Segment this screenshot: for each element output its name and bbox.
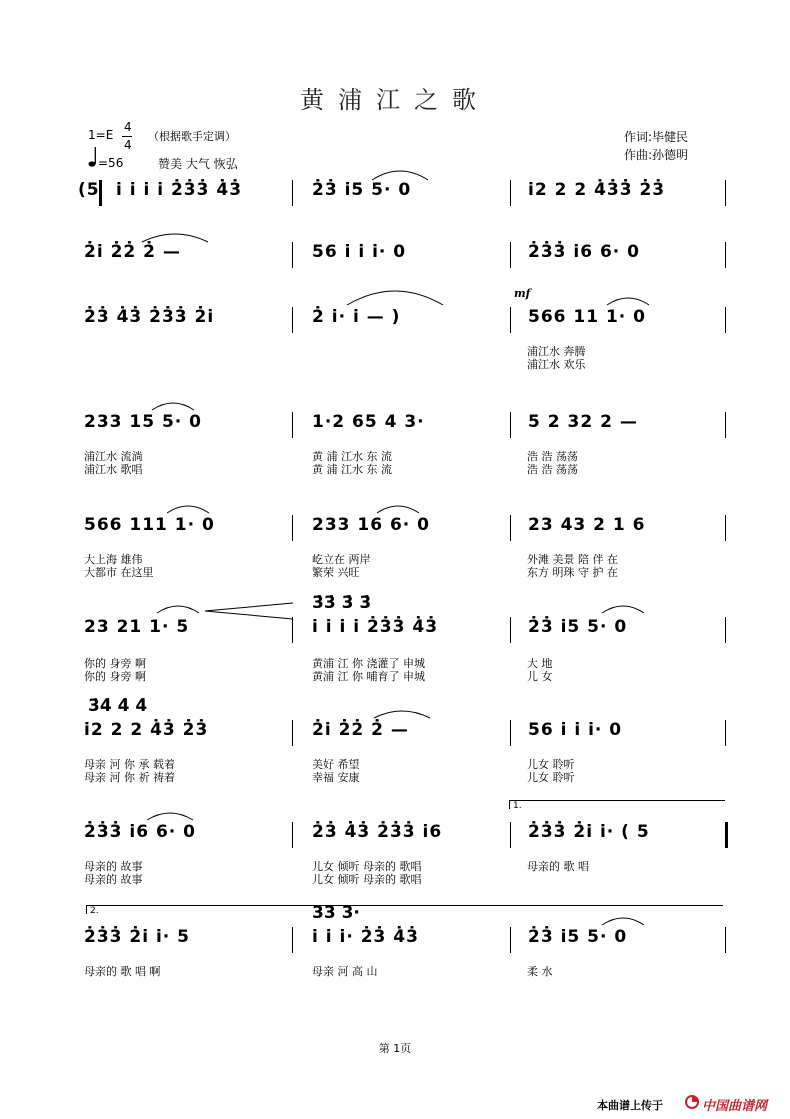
measure: 2̇3̇ i5 5· 0: [528, 617, 628, 637]
harmony-notes: 3̇4̇ 4̇ 4̇: [88, 696, 148, 716]
measure: 566 111 1· 0: [84, 515, 215, 535]
lyric-line: 浦江水 欢乐: [527, 358, 586, 371]
slur: [140, 230, 210, 244]
song-title: 黄浦江之歌: [300, 86, 490, 114]
measure: 2̇3̇ i5 5· 0: [528, 927, 628, 947]
measure: 2̇i 2̇2̇ 2̇ —: [312, 720, 409, 740]
slur: [375, 501, 421, 515]
measure: i2 2 2 4̇3̇3̇ 2̇3̇: [528, 180, 666, 200]
measure: i i i i 2̇3̇3̇ 4̇3̇: [312, 617, 439, 637]
measure: 233 15 5· 0: [84, 412, 203, 432]
barline: [292, 307, 293, 333]
lyric-line: 浦江水 奔腾: [527, 345, 586, 358]
measure: 566 11 1· 0: [528, 307, 647, 327]
measure: 2̇i 2̇2̇ 2̇ —: [84, 242, 181, 262]
lyric-line: 母亲的 歌 唱: [527, 860, 589, 873]
quarter-note-icon: [88, 146, 98, 172]
barline: [292, 927, 293, 953]
measure: i2 2 2 4̇3̇ 2̇3̇: [84, 720, 209, 740]
slur: [155, 601, 201, 615]
barline: [725, 720, 726, 746]
measure: 2̇ i· i — ): [312, 307, 401, 327]
measure: 23 21 1· 5: [84, 617, 190, 637]
barline: [510, 412, 511, 438]
lyric-line: 黄浦 江 你 浇灌了 申城: [312, 657, 425, 670]
lyric-line: 母亲的 故事: [84, 873, 143, 886]
barline: [725, 515, 726, 541]
barline: [292, 515, 293, 541]
expression-marking: 赞美 大气 恢弘: [158, 157, 238, 171]
lyric-line: 黄浦 江 你 哺育了 申城: [312, 670, 425, 683]
slur: [165, 501, 211, 515]
lyric-line: 黄 浦 江水 东 流: [312, 463, 392, 476]
slur: [150, 398, 196, 412]
barline: [292, 412, 293, 438]
barline: [510, 307, 511, 333]
slur: [605, 293, 651, 307]
lyric-line: 母亲 河 你 祈 祷着: [84, 771, 175, 784]
lyric-line: 柔 水: [527, 965, 553, 978]
lyric-line: 母亲 河 高 山: [312, 965, 378, 978]
lyric-line: 儿女 倾听 母亲的 歌唱: [312, 873, 422, 886]
barline: [725, 412, 726, 438]
site-brand[interactable]: 中国曲谱网: [702, 1099, 768, 1114]
lyric-line: 东方 明珠 守 护 在: [527, 566, 618, 579]
lyric-line: 浩 浩 荡荡: [527, 450, 578, 463]
repeat-end-bar: [725, 822, 728, 848]
lyric-line: 你的 身旁 啊: [84, 657, 146, 670]
lyric-line: 儿女 倾听 母亲的 歌唱: [312, 860, 422, 873]
lyric-line: 你的 身旁 啊: [84, 670, 146, 683]
footer-upload-text: 本曲谱上传于: [597, 1099, 663, 1112]
measure: 2̇3̇3̇ i6 6· 0: [528, 242, 641, 262]
barline: [725, 617, 726, 643]
barline: [510, 822, 511, 848]
lyric-line: 浩 浩 荡荡: [527, 463, 578, 476]
lyric-line: 浦江水 流淌: [84, 450, 143, 463]
measure: 5 2 32 2 —: [528, 412, 638, 432]
slur: [370, 166, 430, 182]
measure: 2̇3̇ 4̇3̇ 2̇3̇3̇ i6: [312, 822, 443, 842]
barline: [510, 927, 511, 953]
lyric-line: 母亲的 歌 唱 啊: [84, 965, 161, 978]
harmony-notes: 3̇3̇ 3̇ 3̇: [312, 593, 372, 613]
lyric-line: 大 地: [527, 657, 553, 670]
barline: [725, 307, 726, 333]
site-logo-icon: [684, 1094, 700, 1114]
barline: [725, 180, 726, 206]
barline: [292, 242, 293, 268]
lyric-line: 儿 女: [527, 670, 553, 683]
slur: [372, 706, 432, 720]
lyric-line: 屹立在 两岸: [312, 553, 371, 566]
barline: [510, 180, 511, 206]
lyric-line: 儿女 聆听: [527, 758, 575, 771]
measure: i i i· 2̇3̇ 4̇3̇: [312, 927, 419, 947]
lyric-line: 母亲 河 你 承 载着: [84, 758, 175, 771]
measure: 1·2 65 4 3·: [312, 412, 425, 432]
volta-number: 1.: [513, 801, 522, 811]
barline: [725, 242, 726, 268]
measure: 233 16 6· 0: [312, 515, 431, 535]
lyricist: 作词:毕健民: [624, 130, 689, 144]
lyric-line: 大上海 雄伟: [84, 553, 143, 566]
barline: [725, 927, 726, 953]
lyric-line: 幸福 安康: [312, 771, 360, 784]
slur: [145, 808, 195, 822]
composer: 作曲:孙德明: [624, 148, 689, 162]
measure: 2̇3̇3̇ 2̇i i· 5: [84, 927, 191, 947]
time-sig-bottom: 4: [124, 138, 132, 152]
measure: 2̇3̇3̇ 2̇i i· ( 5: [528, 822, 650, 842]
harmony-notes: 3̇3̇ 3̇·: [312, 903, 360, 923]
barline: [510, 617, 511, 643]
barline: [292, 720, 293, 746]
barline: [510, 720, 511, 746]
lyric-line: 繁荣 兴旺: [312, 566, 360, 579]
lyric-line: 外滩 美景 陪 伴 在: [527, 553, 618, 566]
crescendo-hairpin: [205, 601, 295, 625]
measure: 56 i i i· 0: [528, 720, 623, 740]
key-signature: 1=E: [88, 128, 114, 142]
dynamic-marking: mf: [514, 287, 531, 300]
lyric-line: 黄 浦 江水 东 流: [312, 450, 392, 463]
page-number: 第 1页: [378, 1042, 412, 1055]
barline: [510, 242, 511, 268]
lyric-line: 大都市 在这里: [84, 566, 154, 579]
measure: 56 i i i· 0: [312, 242, 407, 262]
time-sig-top: 4: [124, 120, 132, 134]
lyric-line: 美好 希望: [312, 758, 360, 771]
lyric-line: 儿女 聆听: [527, 771, 575, 784]
slur: [600, 913, 646, 927]
lyric-line: 母亲的 故事: [84, 860, 143, 873]
measure: 2̇3̇ 4̇3̇ 2̇3̇3̇ 2̇i: [84, 307, 215, 327]
measure: i i i i 2̇3̇3̇ 4̇3̇: [116, 180, 243, 200]
barline: [292, 180, 293, 206]
measure: 2̇3̇3̇ i6 6· 0: [84, 822, 197, 842]
lyric-line: 浦江水 歌唱: [84, 463, 143, 476]
volta-number: 2.: [90, 906, 99, 916]
slur: [600, 601, 646, 615]
time-sig-line: [122, 136, 132, 137]
slur: [345, 283, 445, 307]
barline: [292, 822, 293, 848]
key-note: （根据歌手定调）: [148, 130, 236, 143]
measure: (5: [78, 180, 100, 200]
measure: 23 43 2 1 6: [528, 515, 646, 535]
measure: 2̇3̇ i5 5· 0: [312, 180, 412, 200]
volta-bracket-1: [509, 800, 725, 809]
barline: [510, 515, 511, 541]
tempo: =56: [98, 156, 124, 170]
